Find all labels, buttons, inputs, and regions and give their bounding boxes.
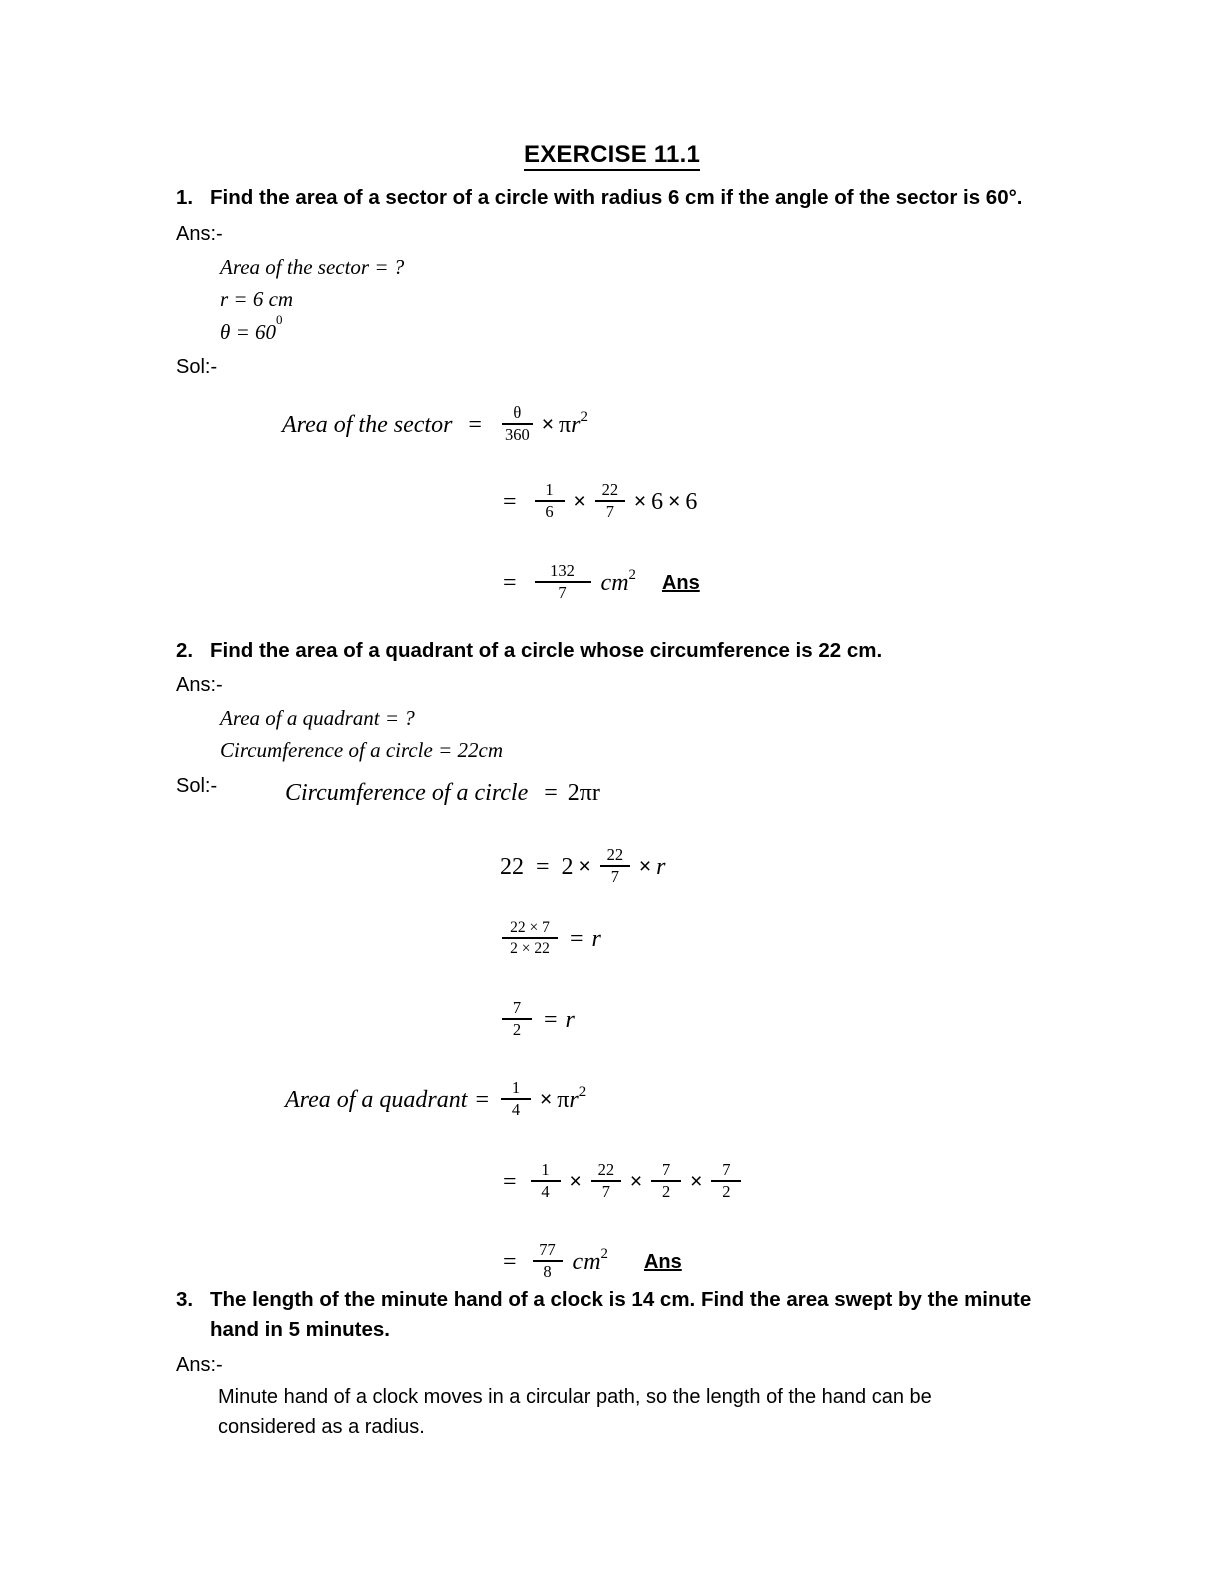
q2-eq3-frac-denominator: 2 × 22 [510, 939, 550, 957]
q2-eq4-equals: = [544, 1006, 558, 1033]
q2-eq2-frac-denominator: 7 [610, 866, 619, 886]
q1-eq2-f1-numerator: 1 [545, 480, 554, 499]
q2-eq6-fraction-1 [531, 1161, 561, 1201]
question-1-text: Find the area of a sector of a circle with radius 6 cm if the angle of the sector is 60°. [210, 186, 1023, 209]
q2-eq7-exponent: 2 [600, 1245, 608, 1262]
q2-equation-1 [285, 780, 600, 807]
q2-equation-7 [497, 1242, 682, 1282]
question-2-given-1: Circumference of a circle = 22cm [220, 738, 503, 763]
q2-equation-2 [500, 847, 665, 887]
page-title-text: EXERCISE 11.1 [524, 141, 700, 171]
q1-eq2-f2-denominator: 7 [605, 501, 614, 521]
q2-eq5-r: r [569, 1086, 579, 1113]
q2-eq7-equals: = [503, 1248, 517, 1275]
question-1-ans-label: Ans:- [176, 222, 223, 245]
q2-eq5-fraction [501, 1079, 531, 1119]
q2-eq5-frac-numerator: 1 [511, 1078, 521, 1097]
question-3-text: The length of the minute hand of a clock is 14 cm. Find the area swept by the minute hand in 5 minutes. [210, 1288, 1032, 1341]
question-3-heading [176, 1285, 1046, 1344]
question-2-text: Find the area of a quadrant of a circle whose circumference is 22 cm. [210, 639, 883, 662]
times-icon: × [569, 1170, 582, 1194]
question-1-given-1: r = 6 cm [220, 287, 294, 312]
q2-eq6-f2-denominator: 7 [601, 1181, 610, 1201]
q1-eq2-f1-denominator: 6 [545, 501, 554, 521]
question-3-ans-label: Ans:- [176, 1354, 223, 1377]
question-3-block [176, 1285, 1046, 1442]
q2-eq6-f3-denominator: 2 [661, 1181, 671, 1201]
q2-equation-5 [285, 1080, 586, 1120]
q2-eq5-frac-denominator: 4 [511, 1099, 521, 1119]
question-2-block [176, 636, 1046, 801]
q2-eq2-lhs: 22 [500, 853, 524, 880]
q1-eq3-exponent: 2 [628, 566, 636, 583]
q2-eq2-r: r [656, 853, 666, 880]
q2-eq5-exponent: 2 [578, 1083, 587, 1100]
q2-equation-3 [498, 920, 601, 958]
question-1-given-0: Area of the sector = ? [220, 254, 405, 279]
q2-eq3-r: r [591, 925, 601, 952]
q2-eq6-fraction-2 [591, 1161, 621, 1201]
question-1-block [176, 183, 1046, 382]
question-2-heading [176, 636, 1046, 666]
times-icon: × [573, 490, 586, 514]
q2-eq6-equals: = [503, 1168, 517, 1195]
q2-ans-tag: Ans [643, 1250, 682, 1273]
q2-eq6-f1-denominator: 4 [541, 1181, 550, 1201]
times-icon: × [578, 855, 591, 879]
q2-eq3-equals: = [570, 925, 584, 952]
question-1-given-2 [220, 312, 1046, 349]
q2-equation-6 [497, 1162, 745, 1202]
q1-eq3-fraction [535, 562, 591, 602]
question-2-number: 2. [176, 639, 194, 662]
q1-eq1-fraction [502, 404, 533, 444]
q2-eq2-frac-numerator: 22 [606, 845, 624, 864]
q1-eq2-value-1: 6 [651, 488, 664, 515]
q2-eq6-f1-numerator: 1 [541, 1160, 550, 1179]
q1-eq3-frac-numerator: 132 [550, 561, 575, 580]
q2-eq7-frac-numerator: 77 [539, 1240, 556, 1259]
times-icon: × [629, 1170, 643, 1194]
q1-eq1-exponent: 2 [580, 408, 588, 425]
q2-eq3-fraction [502, 919, 558, 957]
q2-eq7-unit: cm [572, 1248, 601, 1275]
q1-eq1-times: × [541, 413, 554, 437]
q1-eq1-equals: = [468, 411, 482, 438]
q1-ans-tag: Ans [661, 571, 700, 594]
q2-equation-4 [498, 1000, 575, 1040]
q2-eq2-value: 2 [561, 853, 574, 880]
q2-eq4-r: r [565, 1006, 575, 1033]
times-icon: × [539, 1088, 553, 1112]
q1-eq1-frac-denominator: 360 [504, 424, 530, 444]
q2-eq2-fraction [600, 846, 630, 886]
q1-eq3-unit: cm [600, 569, 629, 596]
question-2-ans-label: Ans:- [176, 673, 223, 696]
fraction-bar [502, 937, 558, 938]
question-1-number: 1. [176, 186, 194, 209]
q2-eq4-fraction [502, 999, 532, 1039]
q2-eq5-lhs: Area of a quadrant [285, 1086, 468, 1113]
q1-eq2-equals: = [503, 488, 517, 515]
q2-eq1-equals: = [544, 780, 558, 806]
question-3-body: Minute hand of a clock moves in a circular path, so the length of the hand can be considered as a radius. [218, 1386, 932, 1439]
q2-eq1-lhs: Circumference of a circle [285, 780, 529, 806]
q1-eq2-fraction-2 [595, 481, 625, 521]
q2-eq6-fraction-3 [651, 1161, 681, 1201]
q1-eq1-pi: π [558, 411, 572, 438]
q2-eq6-f4-denominator: 2 [722, 1181, 731, 1201]
q1-eq2-fraction-1 [535, 481, 565, 521]
question-1-theta-value: θ = 60 [220, 319, 276, 344]
times-icon: × [668, 490, 681, 514]
q1-eq1-frac-numerator: θ [513, 403, 522, 422]
times-icon: × [633, 490, 647, 514]
page-title [0, 141, 1224, 169]
times-icon: × [690, 1170, 703, 1194]
question-1-heading [176, 183, 1046, 213]
q1-eq3-frac-denominator: 7 [558, 582, 567, 602]
question-2-given-0: Area of a quadrant = ? [220, 705, 415, 730]
q1-equation-1 [282, 405, 588, 445]
q2-eq4-frac-numerator: 7 [512, 998, 522, 1017]
q1-eq1-r: r [571, 411, 581, 438]
question-3-number: 3. [176, 1288, 194, 1311]
q2-eq3-frac-numerator: 22 × 7 [510, 919, 550, 936]
q2-eq2-equals: = [536, 853, 550, 880]
q1-eq3-equals: = [503, 569, 517, 596]
q2-eq1-rhs: 2πr [567, 780, 600, 806]
q1-equation-3 [497, 563, 700, 603]
q2-eq6-f4-numerator: 7 [722, 1160, 731, 1179]
q1-equation-2 [497, 482, 697, 522]
q2-eq6-fraction-4 [711, 1161, 741, 1201]
q2-eq5-equals: = [475, 1086, 489, 1113]
q2-eq6-f3-numerator: 7 [661, 1160, 671, 1179]
q2-eq7-fraction [533, 1241, 563, 1281]
q2-eq4-frac-denominator: 2 [512, 1019, 522, 1039]
degree-sup: 0 [276, 312, 283, 328]
q2-eq5-pi: π [557, 1086, 570, 1113]
q1-eq1-lhs: Area of the sector [282, 411, 453, 438]
q1-eq2-f2-numerator: 22 [601, 480, 619, 499]
question-2-sol-label: Sol:- [176, 774, 218, 797]
question-1-sol-label: Sol:- [176, 356, 218, 379]
q2-eq6-f2-numerator: 22 [597, 1160, 615, 1179]
q2-eq7-frac-denominator: 8 [543, 1261, 552, 1281]
times-icon: × [638, 855, 652, 879]
q1-eq2-value-2: 6 [685, 488, 698, 515]
